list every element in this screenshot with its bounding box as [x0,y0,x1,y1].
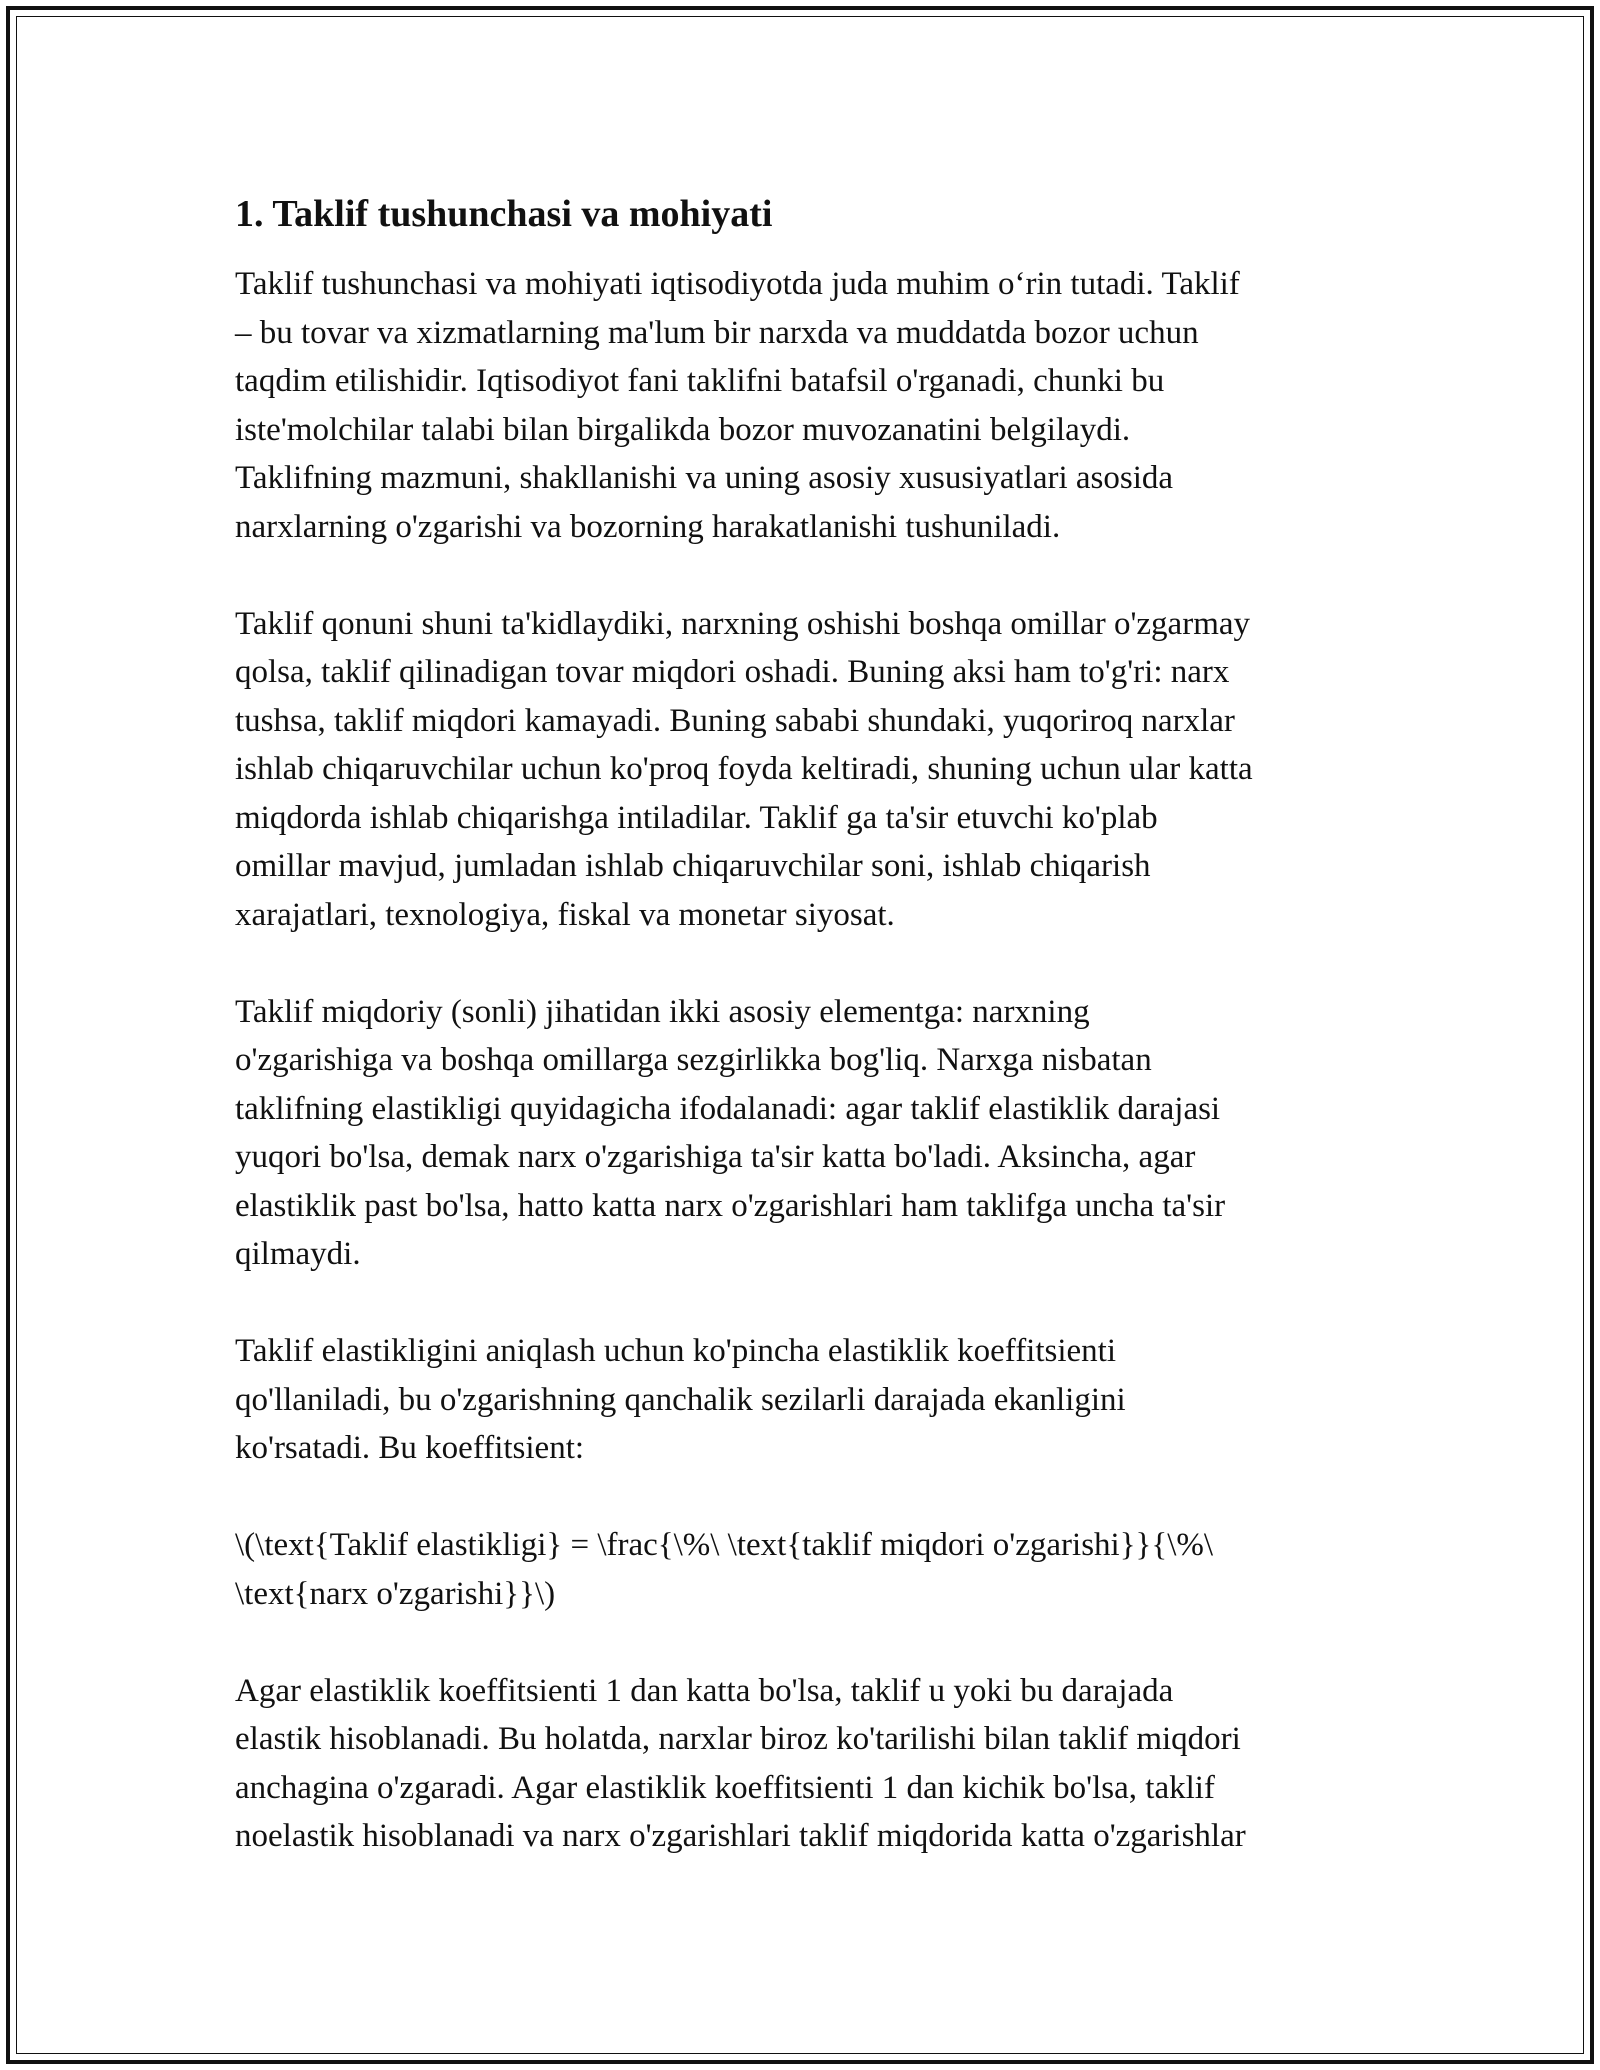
paragraph-line: iste'molchilar talabi bilan birgalikda bozor muvozanatini belgilaydi. [235,411,1131,448]
paragraph-line: yuqori bo'lsa, demak narx o'zgarishiga ta'sir katta bo'ladi. Aksincha, agar [235,1139,1196,1175]
paragraph-line: Taklif qonuni shuni ta'kidlaydiki, narxning oshishi boshqa omillar o'zgarmay [235,605,1251,642]
paragraph-line: Agar elastiklik koeffitsienti 1 dan katta bo'lsa, taklif u yoki bu darajada [235,1672,1174,1709]
paragraph-line: xarajatlari, texnologiya, fiskal va monetar siyosat. [235,896,895,933]
paragraph-line: ishlab chiqaruvchilar uchun ko'proq foyda keltiradi, shuning uchun ular katta [235,751,1253,787]
section-heading: 1. Taklif tushunchasi va mohiyati [235,193,773,235]
paragraph-line: Taklifning mazmuni, shakllanishi va uning asosiy xususiyatlari asosida [235,460,1174,496]
paragraph [235,1521,1395,1618]
document-body [235,190,1395,1909]
paragraph-line: Taklif tushunchasi va mohiyati iqtisodiyotda juda muhim o‘rin tutadi. Taklif [235,266,1240,302]
paragraph-line: narxlarning o'zgarishi va bozorning harakatlanishi tushuniladi. [235,508,1061,545]
paragraph-line: Taklif miqdoriy (sonli) jihatidan ikki asosiy elementga: narxning [235,993,1090,1030]
paragraph-line: taklifning elastikligi quyidagicha ifodalanadi: agar taklif elastiklik darajasi [235,1090,1221,1127]
paragraph [235,988,1395,1279]
paragraph-line: qo'llaniladi, bu o'zgarishning qanchalik sezilarli darajada ekanligini [235,1381,1126,1418]
paragraph-line: qolsa, taklif qilinadigan tovar miqdori oshadi. Buning aksi ham to'g'ri: narx [235,654,1230,690]
paragraph-line: Taklif elastikligini aniqlash uchun ko'pincha elastiklik koeffitsienti [235,1333,1117,1369]
paragraph-line: \(\text{Taklif elastikligi} = \frac{\%\ \text{taklif miqdori o'zgarishi}}{\%\ [235,1527,1214,1563]
paragraph-line: omillar mavjud, jumladan ishlab chiqaruvchilar soni, ishlab chiqarish [235,848,1151,884]
paragraph-line: taqdim etilishidir. Iqtisodiyot fani taklifni batafsil o'rganadi, chunki bu [235,363,1165,399]
paragraph-line: miqdorda ishlab chiqarishga intiladilar. Taklif ga ta'sir etuvchi ko'plab [235,799,1158,836]
paragraph-line: anchagina o'zgaradi. Agar elastiklik koeffitsienti 1 dan kichik bo'lsa, taklif [235,1769,1215,1806]
paragraph [235,1667,1395,1861]
paragraph-line: ko'rsatadi. Bu koeffitsient: [235,1430,585,1466]
paragraph [235,1327,1395,1473]
paragraph [235,600,1395,940]
paragraph [235,260,1395,551]
paragraph-line: qilmaydi. [235,1236,361,1272]
paragraph-line: noelastik hisoblanadi va narx o'zgarishlari taklif miqdorida katta o'zgarishlar [235,1818,1246,1854]
paragraph-line: elastik hisoblanadi. Bu holatda, narxlar biroz ko'tarilishi bilan taklif miqdori [235,1721,1241,1757]
paragraph-line: \text{narx o'zgarishi}}\) [235,1575,556,1612]
paragraph-line: elastiklik past bo'lsa, hatto katta narx o'zgarishlari ham taklifga uncha ta'sir [235,1187,1226,1224]
paragraph-list [235,260,1395,1861]
paragraph-line: o'zgarishiga va boshqa omillarga sezgirlikka bog'liq. Narxga nisbatan [235,1042,1152,1078]
paragraph-line: tushsa, taklif miqdori kamayadi. Buning sababi shundaki, yuqoriroq narxlar [235,702,1235,739]
paragraph-line: – bu tovar va xizmatlarning ma'lum bir narxda va muddatda bozor uchun [235,314,1199,351]
